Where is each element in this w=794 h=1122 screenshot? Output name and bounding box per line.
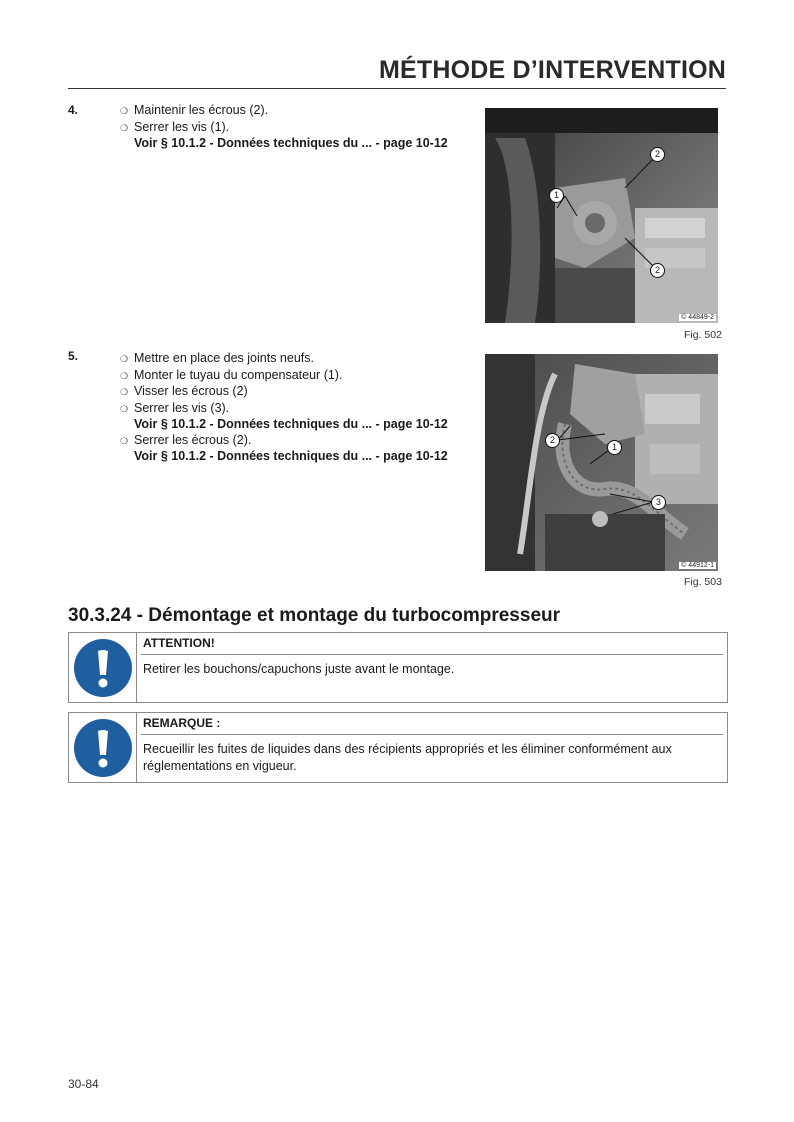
callout-1: 1 <box>607 440 622 455</box>
step-instructions <box>120 351 450 465</box>
notice-heading: REMARQUE : <box>141 713 723 735</box>
instruction-bullet <box>120 351 450 368</box>
cross-reference: Voir § 10.1.2 - Données techniques du ... - page 10-12 <box>134 417 448 431</box>
figure-caption: Fig. 503 <box>684 576 722 588</box>
bullet-marker: ❍ <box>120 106 129 116</box>
figure-code: © 44849-2 <box>681 314 714 321</box>
instruction-text: Visser les écrous (2) <box>134 384 248 398</box>
step-instructions <box>120 103 450 152</box>
page-header-title: MÉTHODE D’INTERVENTION <box>378 56 726 84</box>
bullet-marker: ❍ <box>120 403 129 414</box>
instruction-text: Serrer les vis (3). <box>134 400 230 415</box>
step-4 <box>68 103 468 163</box>
instruction-text: Maintenir les écrous (2). <box>134 103 269 117</box>
engine-photo-illustration <box>485 108 718 323</box>
instruction-bullet <box>120 368 450 385</box>
notice-heading: ATTENTION! <box>141 633 723 655</box>
step-number: 4. <box>68 103 79 117</box>
instruction-text: Serrer les vis (1). <box>134 119 230 134</box>
instruction-bullet <box>120 384 450 401</box>
exclamation-circle-icon <box>74 639 132 697</box>
instruction-text: Serrer les écrous (2). <box>134 432 252 447</box>
engine-photo-illustration <box>485 354 718 571</box>
callout-2: 2 <box>545 433 560 448</box>
header-rule <box>68 88 726 89</box>
callout-2: 2 <box>650 147 665 162</box>
instruction-bullet <box>120 120 450 137</box>
notice-text: Recueillir les fuites de liquides dans des récipients appropriés et les éliminer conformément aux réglementations en vigueur. <box>143 742 672 773</box>
figure-code: © 44912-1 <box>681 562 714 569</box>
instruction-text: Monter le tuyau du compensateur (1). <box>134 367 343 382</box>
page-number: 30-84 <box>68 1077 99 1091</box>
figure-502-photo <box>485 108 718 323</box>
notice-attention <box>68 632 728 703</box>
instruction-bullet <box>120 103 450 120</box>
instruction-text: Mettre en place des joints neufs. <box>134 351 314 365</box>
figure-503-photo <box>485 354 718 571</box>
notice-remarque <box>68 712 728 783</box>
instruction-bullet <box>120 433 450 450</box>
bullet-marker: ❍ <box>120 435 129 446</box>
instruction-bullet <box>120 401 450 418</box>
callout-1: 1 <box>549 188 564 203</box>
notice-body <box>141 633 723 702</box>
exclamation-circle-icon <box>74 719 132 777</box>
notice-icon-cell <box>69 633 137 702</box>
notice-text: Retirer les bouchons/capuchons juste avant le montage. <box>143 662 455 676</box>
callout-2: 2 <box>650 263 665 278</box>
figure-caption: Fig. 502 <box>684 329 722 341</box>
bullet-marker: ❍ <box>120 122 129 133</box>
bullet-marker: ❍ <box>120 370 129 381</box>
bullet-marker: ❍ <box>120 387 129 397</box>
step-5 <box>68 349 468 464</box>
callout-3: 3 <box>651 495 666 510</box>
bullet-marker: ❍ <box>120 354 129 364</box>
step-number: 5. <box>68 349 79 363</box>
notice-body <box>141 713 723 782</box>
notice-icon-cell <box>69 713 137 782</box>
cross-reference: Voir § 10.1.2 - Données techniques du ... - page 10-12 <box>134 449 448 463</box>
section-title: 30.3.24 - Démontage et montage du turbocompresseur <box>68 605 561 626</box>
cross-reference: Voir § 10.1.2 - Données techniques du ... - page 10-12 <box>134 136 448 150</box>
